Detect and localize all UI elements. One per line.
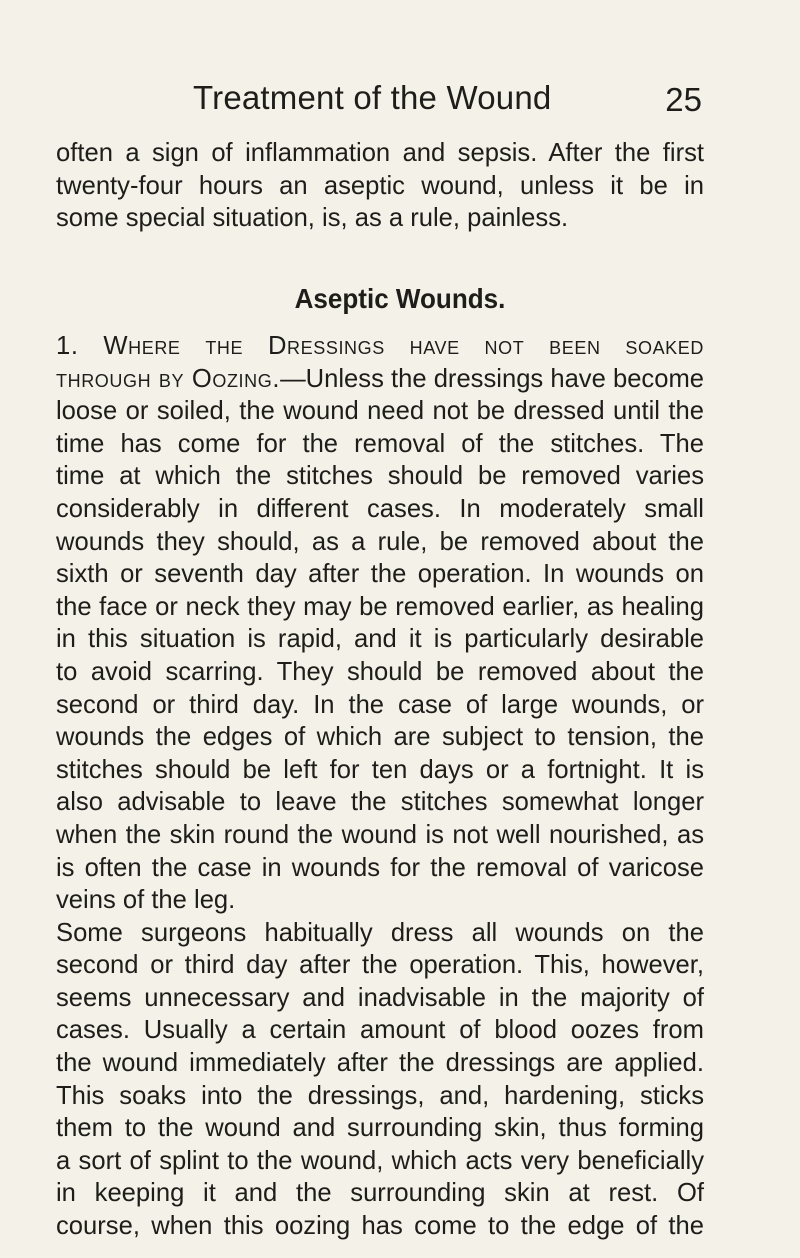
- text-line: the wound immediately after the dressings are applied.: [56, 1049, 704, 1078]
- page-number: 25: [665, 81, 702, 118]
- section-heading: Aseptic Wounds.: [294, 283, 506, 314]
- paragraph-opening: [56, 137, 704, 235]
- text-line: wounds the edges of which are subject to tension, the: [56, 723, 704, 752]
- text-line: stitches should be left for ten days or a fortnight. It is: [56, 755, 704, 784]
- text-line: often a sign of inflammation and sepsis. After the first: [56, 139, 704, 167]
- subsection-heading: 1. Where the Dressings have not been soaked: [56, 332, 704, 360]
- text-line: Some surgeons habitually dress all wounds on the: [56, 918, 704, 947]
- text-line: loose or soiled, the wound need not be dressed until the: [56, 397, 704, 426]
- text-line: [56, 363, 704, 396]
- text-line: sixth or seventh day after the operation. In wounds on: [56, 560, 704, 589]
- text-line: twenty-four hours an aseptic wound, unless it be in: [56, 171, 704, 200]
- text-line: considerably in different cases. In moderately small: [56, 494, 704, 523]
- text-line: veins of the leg.: [56, 886, 236, 915]
- text-line: seems unnecessary and inadvisable in the majority of: [56, 983, 704, 1012]
- text-line: in keeping it and the surrounding skin at rest. Of: [56, 1179, 704, 1208]
- text-line: them to the wound and surrounding skin, thus forming: [56, 1114, 704, 1143]
- text-line: time has come for the removal of the stitches. The: [56, 429, 704, 458]
- text-line: is often the case in wounds for the removal of varicose: [56, 853, 704, 882]
- text-line: also advisable to leave the stitches somewhat longer: [56, 788, 704, 817]
- paragraph-aseptic-wounds: [56, 330, 704, 1243]
- text-run: —Unless the dressings have become: [280, 364, 705, 393]
- text-line: second or third day. In the case of large wounds, or: [56, 690, 704, 719]
- text-line: some special situation, is, as a rule, painless.: [56, 204, 569, 233]
- text-line: to avoid scarring. They should be removed about the: [56, 657, 704, 686]
- subsection-run-in: through by Oozing.: [56, 364, 281, 393]
- text-line: a sort of splint to the wound, which acts very beneficially: [56, 1146, 704, 1175]
- text-line: wounds they should, as a rule, be removed about the: [56, 527, 704, 556]
- running-title: Treatment of the Wound: [193, 79, 552, 116]
- text-line: time at which the stitches should be removed varies: [56, 462, 704, 491]
- text-line: in this situation is rapid, and it is particularly desirable: [56, 625, 704, 654]
- text-line: This soaks into the dressings, and, hardening, sticks: [56, 1081, 704, 1110]
- text-line: cases. Usually a certain amount of blood oozes from: [56, 1016, 704, 1045]
- text-line: course, when this oozing has come to the edge of the: [56, 1212, 704, 1241]
- text-line: the face or neck they may be removed earlier, as healing: [56, 592, 704, 621]
- text-line: when the skin round the wound is not well nourished, as: [56, 820, 704, 849]
- running-head: [56, 78, 716, 122]
- text-line: second or third day after the operation. This, however,: [56, 951, 704, 980]
